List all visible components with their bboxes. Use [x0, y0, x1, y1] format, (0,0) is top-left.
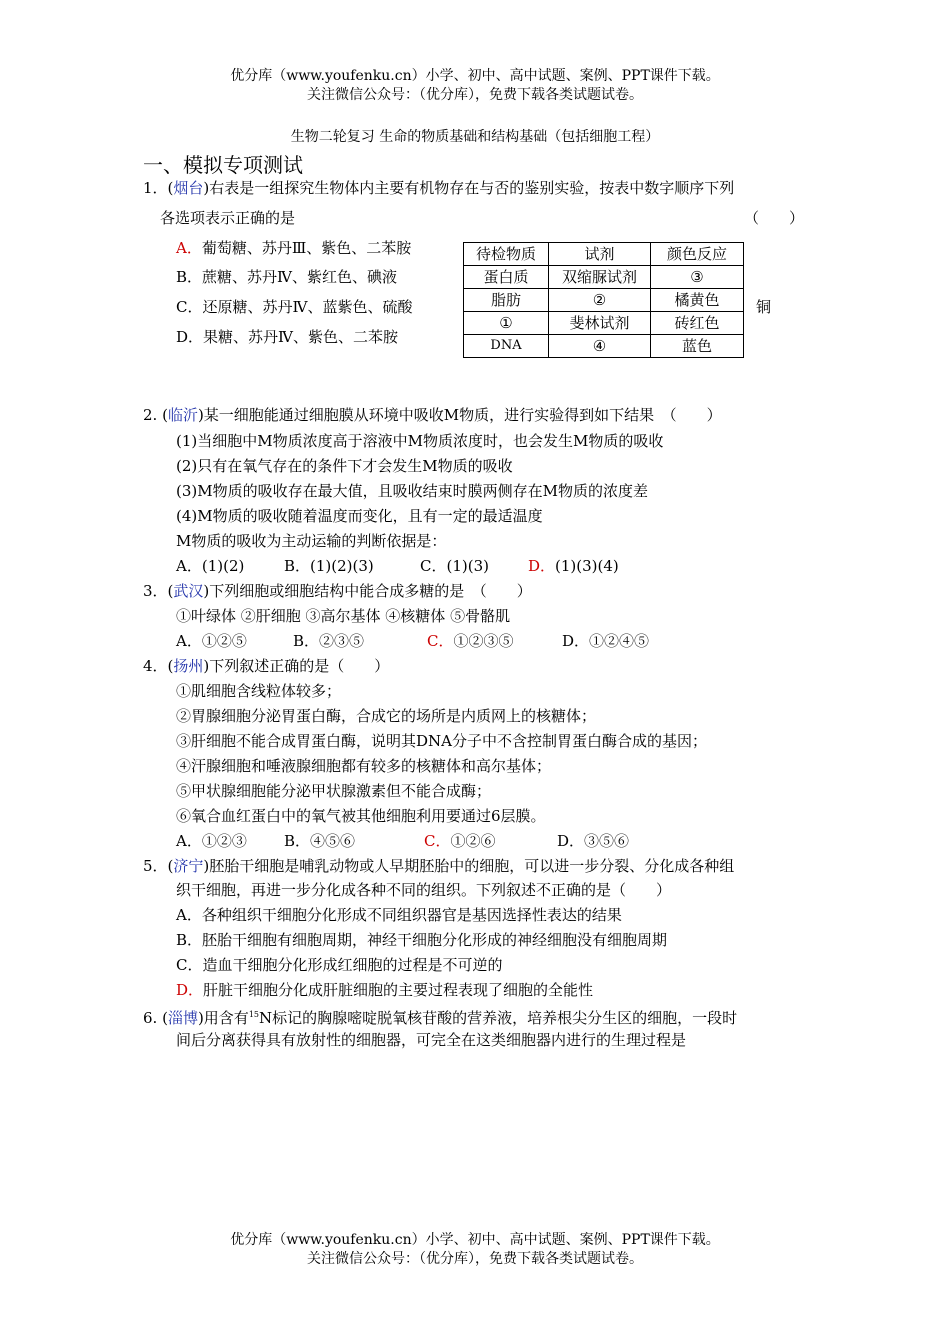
q3-source: 武汉: [173, 582, 204, 600]
q1-side-text: 铜: [756, 298, 772, 316]
question-5-line-2: 织干细胞，再进一步分化成各种不同的组织。下列叙述不正确的是（ ）: [176, 881, 672, 899]
q2-item-3: (3)M物质的吸收存在最大值，且吸收结束时膜两侧存在M物质的浓度差: [176, 482, 648, 500]
q5-option-b: B．胚胎干细胞有细胞周期，神经干细胞分化形成的神经细胞没有细胞周期: [176, 931, 668, 949]
q5-option-d: D．肝脏干细胞分化成肝脏细胞的主要过程表现了细胞的全能性: [176, 981, 594, 999]
q1-option-a: A．葡萄糖、苏丹Ⅲ、紫色、二苯胺: [176, 239, 412, 257]
table-header: 颜色反应: [651, 243, 744, 266]
doc-title: 生物二轮复习 生命的物质基础和结构基础（包括细胞工程）: [290, 129, 660, 145]
q4-item-1: ①肌细胞含线粒体较多；: [176, 682, 342, 700]
section-title: 一、模拟专项测试: [143, 153, 303, 177]
header-line-1: 优分库（www.youfenku.cn）小学、初中、高中试题、案例、PPT课件下载。: [230, 68, 720, 84]
q3-items: ①叶绿体 ②肝细胞 ③高尔基体 ④核糖体 ⑤骨骼肌: [176, 607, 511, 625]
q2-item-4: (4)M物质的吸收随着温度而变化，且有一定的最适温度: [176, 507, 543, 525]
footer-line-1: 优分库（www.youfenku.cn）小学、初中、高中试题、案例、PPT课件下载。: [230, 1232, 720, 1248]
table-cell: 蛋白质: [464, 266, 549, 289]
q4-item-3: ③肝细胞不能合成胃蛋白酶，说明其DNA分子中不含控制胃蛋白酶合成的基因；: [176, 732, 707, 750]
q5-option-c: C．造血干细胞分化形成红细胞的过程是不可逆的: [176, 956, 503, 974]
q1-answer-paren: （ ）: [744, 209, 805, 227]
q4-item-6: ⑥氧合血红蛋白中的氧气被其他细胞利用要通过6层膜。: [176, 807, 546, 825]
q3-option-a: A．①②⑤: [176, 632, 247, 650]
q4-option-a: A．①②③: [176, 832, 247, 850]
q2-option-b: B．(1)(2)(3): [284, 557, 374, 575]
table-cell: DNA: [464, 335, 549, 358]
header-line-2: 关注微信公众号：（优分库），免费下载各类试题试卷。: [307, 87, 643, 103]
table-cell: ④: [549, 335, 651, 358]
q2-option-a: A．(1)(2): [176, 557, 245, 575]
q4-item-2: ②胃腺细胞分泌胃蛋白酶，合成它的场所是内质网上的核糖体；: [176, 707, 597, 725]
q2-item-2: (2)只有在氧气存在的条件下才会发生M物质的吸收: [176, 457, 513, 475]
question-6-line-2: 间后分离获得具有放射性的细胞器，可完全在这类细胞器内进行的生理过程是: [176, 1031, 687, 1049]
q4-item-4: ④汗腺细胞和唾液腺细胞都有较多的核糖体和高尔基体；: [176, 757, 552, 775]
question-3: 3．(武汉)下列细胞或细胞结构中能合成多糖的是 （ ）: [143, 582, 532, 600]
table-cell: ③: [651, 266, 744, 289]
q2-item-1: (1)当细胞中M物质浓度高于溶液中M物质浓度时，也会发生M物质的吸收: [176, 432, 664, 450]
q5-option-a: A．各种组织干细胞分化形成不同组织器官是基因选择性表达的结果: [176, 906, 622, 924]
table-cell: ①: [464, 312, 549, 335]
table-cell: 蓝色: [651, 335, 744, 358]
q1-table: [463, 242, 744, 358]
q1-option-c: C．还原糖、苏丹Ⅳ、蓝紫色、硫酸: [176, 298, 413, 316]
table-cell: ②: [549, 289, 651, 312]
question-1-line-2: 各选项表示正确的是: [160, 209, 296, 227]
table-cell: 双缩脲试剂: [549, 266, 651, 289]
table-header-row: [464, 243, 744, 266]
question-1: 1．(烟台)右表是一组探究生物体内主要有机物存在与否的鉴别实验，按表中数字顺序下列: [143, 179, 735, 197]
table-header: 待检物质: [464, 243, 549, 266]
q6-source: 淄博: [167, 1009, 198, 1027]
q5-source: 济宁: [173, 857, 204, 875]
question-5: 5．(济宁)胚胎干细胞是哺乳动物或人早期胚胎中的细胞，可以进一步分裂、分化成各种组: [143, 857, 735, 875]
q4-option-d: D．③⑤⑥: [557, 832, 630, 850]
question-6: 6. (淄博)用含有$^{15}$N标记的胸腺嘧啶脱氧核苷酸的营养液，培养根尖分生区的细胞，一段时: [143, 1009, 738, 1027]
table-row: [464, 335, 744, 358]
q3-option-d: D．①②④⑤: [562, 632, 650, 650]
q3-option-b: B．②③⑤: [293, 632, 365, 650]
q4-option-c: C．①②⑥: [424, 832, 496, 850]
table-cell: 脂肪: [464, 289, 549, 312]
q1-option-b: B．蔗糖、苏丹Ⅳ、紫红色、碘液: [176, 268, 398, 286]
q2-prompt: M物质的吸收为主动运输的判断依据是：: [176, 532, 447, 550]
table-row: [464, 312, 744, 335]
table-row: [464, 266, 744, 289]
question-2: 2. (临沂)某一细胞能通过细胞膜从环境中吸收M物质，进行实验得到如下结果 （ ）: [143, 406, 722, 424]
table-cell: 橘黄色: [651, 289, 744, 312]
q2-option-d: D．(1)(3)(4): [528, 557, 619, 575]
footer-line-2: 关注微信公众号：（优分库），免费下载各类试题试卷。: [307, 1251, 643, 1267]
question-4: 4．(扬州)下列叙述正确的是（ ）: [143, 657, 390, 675]
q1-option-d: D．果糖、苏丹Ⅳ、紫色、二苯胺: [176, 328, 399, 346]
q4-option-b: B．④⑤⑥: [284, 832, 356, 850]
table-row: [464, 289, 744, 312]
table-cell: 斐林试剂: [549, 312, 651, 335]
table-header: 试剂: [549, 243, 651, 266]
q2-source: 临沂: [167, 406, 198, 424]
table-cell: 砖红色: [651, 312, 744, 335]
q1-source: 烟台: [173, 179, 204, 197]
q4-source: 扬州: [173, 657, 204, 675]
q3-option-c: C．①②③⑤: [427, 632, 514, 650]
q4-item-5: ⑤甲状腺细胞能分泌甲状腺激素但不能合成酶；: [176, 782, 492, 800]
q2-option-c: C．(1)(3): [420, 557, 489, 575]
